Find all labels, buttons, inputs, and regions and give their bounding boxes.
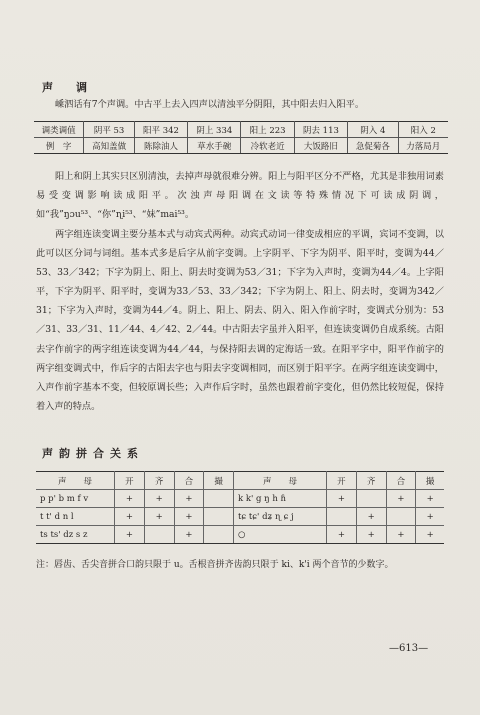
tone-header-cell: 阴入 4	[348, 122, 399, 138]
tone-header-cell: 阴平 53	[84, 122, 135, 138]
tone-header-cell: 阳上 223	[241, 122, 294, 138]
combination-cell	[144, 526, 174, 544]
combination-cell: +	[144, 490, 174, 508]
combination-cell	[204, 526, 234, 544]
initials-cell: ○	[234, 526, 327, 544]
tone-header-cell: 阴上 334	[188, 122, 241, 138]
tone-header-cell: 调类调值	[34, 122, 84, 138]
tones-intro: 嵊泗话有7个声调。中古平上去入四声以清浊平分阴阳，其中阳去归入阳平。	[55, 99, 365, 110]
combination-cell: +	[356, 526, 386, 544]
syllable-header-cell: 开	[327, 472, 357, 490]
syllable-table-header-row	[36, 472, 444, 490]
combination-cell	[204, 508, 234, 526]
tone-header-cell: 阳入 2	[398, 122, 448, 138]
initials-cell: t t' d n l	[36, 508, 115, 526]
syllable-header-cell: 合	[174, 472, 204, 490]
combination-cell: +	[115, 526, 145, 544]
tone-header-cell: 阴去 113	[294, 122, 347, 138]
table-footnote: 注：唇齿、舌尖音拼合口韵只限于 u。舌根音拼齐齿韵只限于 ki、k'i 两个音节的少数字。	[36, 560, 394, 570]
syllable-table-row	[36, 490, 444, 508]
syllable-header-cell: 合	[386, 472, 416, 490]
tone-example-cell: 冷软老近	[241, 138, 294, 154]
page-number: —613—	[389, 643, 429, 654]
tone-table-header-row	[34, 122, 448, 138]
syllable-header-cell: 齐	[144, 472, 174, 490]
initials-cell: ts ts' dz s z	[36, 526, 115, 544]
tone-example-label: 例 字	[34, 138, 84, 154]
combination-cell: +	[327, 526, 357, 544]
syllable-header-cell: 声 母	[234, 472, 327, 490]
tone-table	[34, 121, 448, 154]
combination-cell	[204, 490, 234, 508]
tone-header-cell: 阳平 342	[134, 122, 187, 138]
tone-example-cell: 急促菊各	[348, 138, 399, 154]
combination-cell: +	[174, 526, 204, 544]
combination-cell	[356, 490, 386, 508]
combination-cell: +	[416, 508, 444, 526]
combination-cell: +	[416, 526, 444, 544]
initials-cell: p p' b m f v	[36, 490, 115, 508]
syllable-header-cell: 声 母	[36, 472, 115, 490]
combination-cell: +	[144, 508, 174, 526]
syllable-header-cell: 开	[115, 472, 145, 490]
combination-cell: +	[356, 508, 386, 526]
tone-example-cell: 草水手碗	[188, 138, 241, 154]
section-heading-tones: 声 调	[42, 81, 93, 94]
combination-cell: +	[115, 508, 145, 526]
combination-cell: +	[386, 526, 416, 544]
tone-table-example-row	[34, 138, 448, 154]
combination-cell: +	[386, 490, 416, 508]
initials-cell: k k' g ŋ h ɦ	[234, 490, 327, 508]
tone-example-cell: 大饭路旧	[294, 138, 347, 154]
section-heading-syllable-combination: 声韵拼合关系	[42, 447, 144, 460]
syllable-header-cell: 撮	[416, 472, 444, 490]
tone-example-cell: 力落局月	[398, 138, 448, 154]
tone-example-cell: 陈除油人	[134, 138, 187, 154]
combination-cell	[327, 508, 357, 526]
paragraph-tone-sandhi: 两字组连读变调主要分基本式与动宾式两种。动宾式动词一律变成相应的平调，宾词不变调，以此可以区分词与词组。基本式多是后字从前字变调。上字阴平、下字为阴平、阳平时，变调为44／53、33／342；下字为阴上、阳上、阴去时变调为53／31；下字为入声时，变调为44／4。上字阳平，下字为阴平、阳平时，变调为33／53、33／342；下字为阴上、阳上、阴去时，变调为342／31；下字为入声时，变调为44／4。阴上、阳上、阴去、阴入、阳入作前字时，变调式分别为：53／31、33／31、11／44、4／42、2／44。中古阳去字虽并入阳平，但连读变调仍自成系统。古阳去字作前字的两字组连读变调为44／44，与保持阳去调的定海话一致。在阳平字中，阳平作前字的两字组变调式中，作后字的古阳去字也与阳去字变调相同，而区别于阳平字。在两字组连读变调中，入声作前字基本不变，但较原调长些；入声作后字时，虽然也跟着前字变化，但仍然比较短促，保持着入声的特点。	[36, 229, 444, 412]
syllable-combination-table	[36, 471, 444, 544]
paragraph-tone-notes: 阳上和阴上其实只区别清浊，去掉声母就很难分辨。阳上与阳平区分不严格，尤其是非独用词素易受变调影响读成阳平。次浊声母阳调在文读等特殊情况下可读成阴调，如“我”ŋɔu⁵³、“你”ɳi⁵³、“妹”mai⁵³。	[36, 171, 444, 221]
syllable-header-cell: 齐	[356, 472, 386, 490]
syllable-table-row	[36, 508, 444, 526]
syllable-header-cell: 撮	[204, 472, 234, 490]
tone-example-cell: 高知盖做	[84, 138, 135, 154]
combination-cell: +	[174, 490, 204, 508]
combination-cell: +	[174, 508, 204, 526]
initials-cell: tɕ tɕ' dʑ ɳ ɕ j	[234, 508, 327, 526]
syllable-table-row	[36, 526, 444, 544]
combination-cell: +	[327, 490, 357, 508]
combination-cell	[386, 508, 416, 526]
combination-cell: +	[115, 490, 145, 508]
combination-cell: +	[416, 490, 444, 508]
